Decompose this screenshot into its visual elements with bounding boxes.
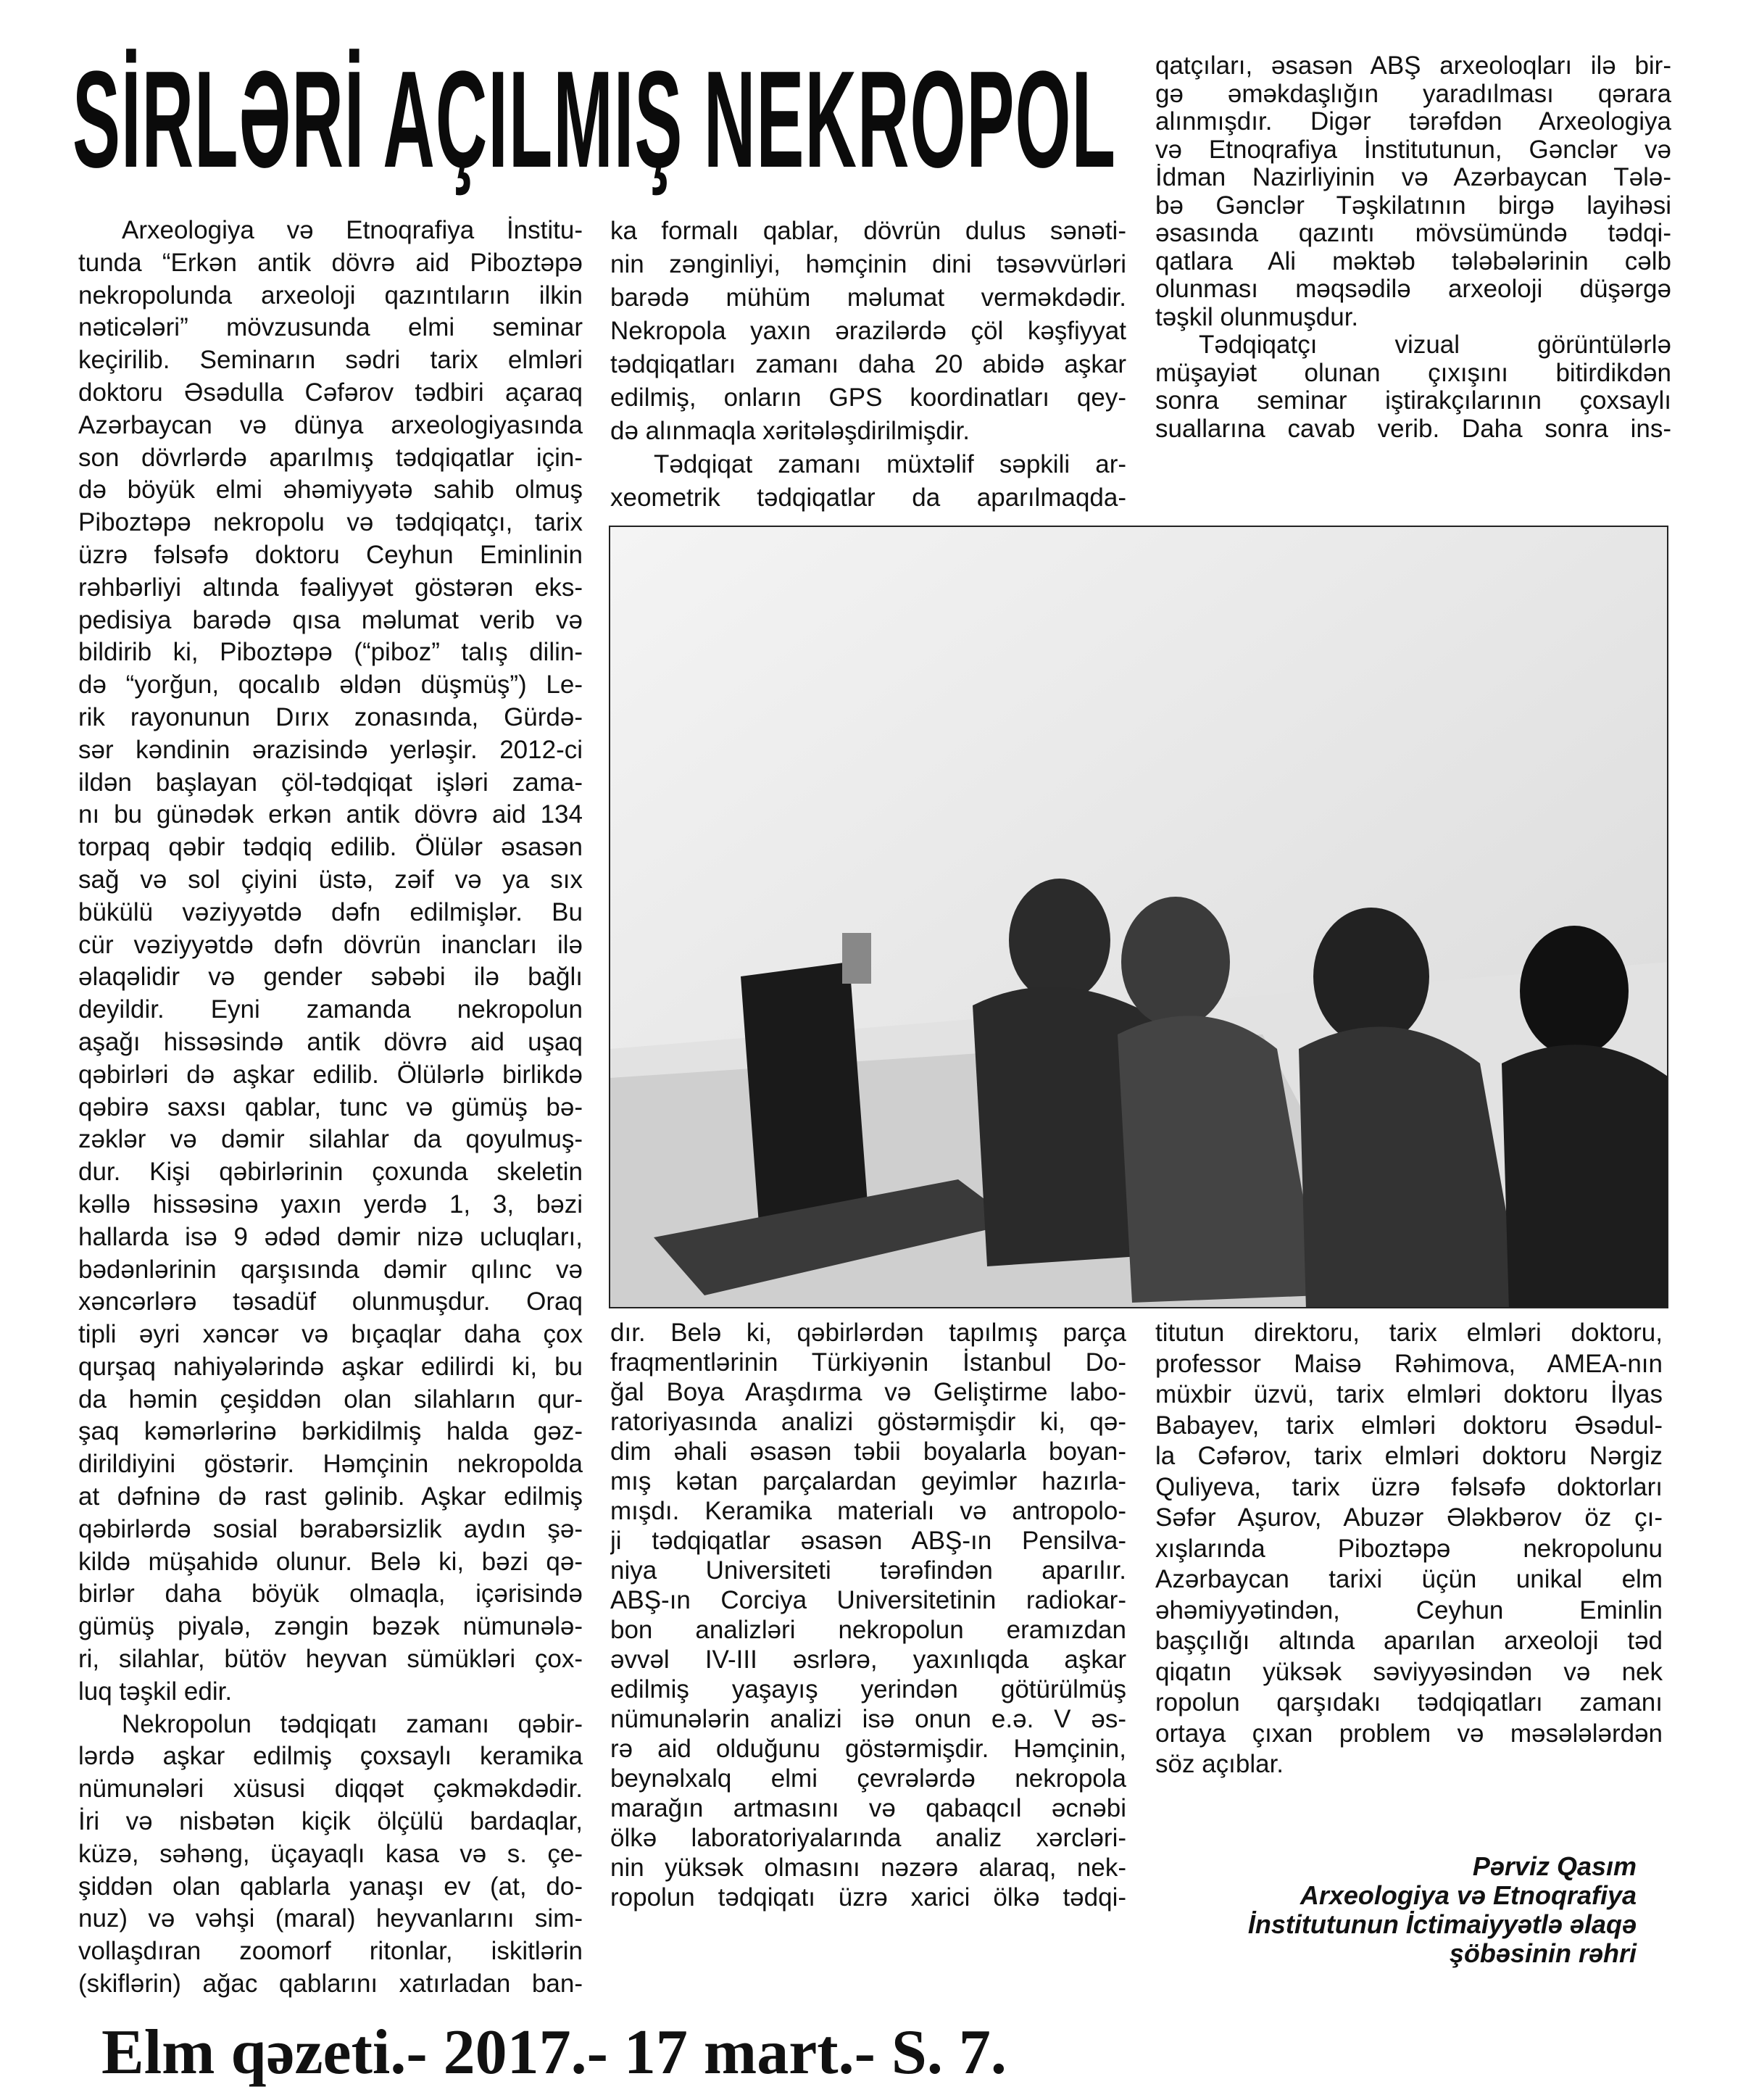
text-line: edilmiş yaşayış yerindən götürülmüş [610, 1675, 1126, 1703]
text-line: bildirib ki, Piboztəpə (“piboz” talış dilin- [78, 638, 583, 667]
text-line: gümüş piyalə, zəngin bəzək nümunələ- [78, 1612, 583, 1641]
text-line: luq təşkil edir. [78, 1677, 233, 1706]
text-line: ildən başlayan çöl-tədqiqat işləri zama- [78, 768, 583, 797]
text-line: sonra seminar iştirakçılarının çoxsaylı [1155, 387, 1671, 415]
text-line: zəklər və dəmir silahlar da qoyulmuş- [78, 1125, 583, 1154]
headline: SİRLƏRİ AÇILMIŞ NEKROPOL [72, 43, 1116, 196]
text-line: fraqmentlərinin Türkiyənin İstanbul Do- [610, 1348, 1126, 1377]
text-line: Azərbaycan və dünya arxeologiyasında [78, 410, 583, 439]
text-line: qəbirlərdə sosial bərabərsizlik aydın şə- [78, 1514, 583, 1543]
text-line: xeometrik tədqiqatlar da aparılmaqda- [610, 484, 1126, 512]
text-line: nümunələrin analizi isə onun e.ə. V əs- [610, 1705, 1126, 1733]
text-line: nı bu günədək erkən antik dövrə aid 134 [78, 800, 583, 829]
text-line: sər kəndinin ərazisində yerləşir. 2012-ci [78, 735, 583, 764]
author-name: Pərviz Qasım [1472, 1851, 1637, 1881]
article-column-2-bottom [610, 1318, 1126, 1912]
text-line: bükülü vəziyyətdə dəfn edilmişlər. Bu [78, 897, 583, 926]
text-line: əsasında qazıntı mövsümündə tədqi- [1155, 220, 1671, 247]
text-line: pedisiya barədə qısa məlumat verib və [78, 605, 583, 634]
text-line: rik rayonunun Dırıx zonasında, Gürdə- [78, 702, 583, 731]
text-line: doktoru Əsədulla Cəfərov tədbiri açaraq [78, 378, 583, 407]
source-citation: Elm qəzeti.- 2017.- 17 mart.- S. 7. [101, 2017, 1007, 2088]
text-line: ğal Boya Araşdırma və Geliştirme labo- [610, 1378, 1126, 1406]
text-line: ji tədqiqatlar əsasən ABŞ-ın Pensilva- [610, 1527, 1126, 1555]
text-line: tipli əyri xəncər və bıçaqlar daha çox [78, 1320, 583, 1349]
text-line: keçirilib. Seminarın sədri tarix elmləri [78, 346, 583, 375]
text-line: aşağı hissəsində antik dövrə aid uşaq [78, 1027, 583, 1056]
text-line: ratoriyasında analizi göstərmişdir ki, qə- [610, 1408, 1126, 1436]
article-column-1 [78, 215, 583, 2001]
text-line: kəllə hissəsinə yaxın yerdə 1, 3, bəzi [78, 1190, 583, 1219]
text-line: söz açıblar. [1155, 1750, 1284, 1778]
text-line: (skiflərin) ağac qablarını xatırladan ban- [78, 1970, 583, 1999]
text-line: əhəmiyyətindən, Ceyhun Eminlin [1155, 1595, 1663, 1624]
text-line: nin yüksək olmasını nəzərə alaraq, nek- [610, 1854, 1126, 1882]
text-line: ropolun qarşıdakı tədqiqatları zamanı [1155, 1688, 1663, 1717]
text-line: rə aid olduğunu göstərmişdir. Həmçinin, [610, 1735, 1126, 1763]
author-signature [1248, 1852, 1637, 1968]
text-line: bə Gənclər Təşkilatının birgə layihəsi [1155, 191, 1671, 220]
text-line: marağın artmasını və qabaqcıl əcnəbi [610, 1794, 1126, 1822]
text-line: mış kətan parçalardan geyimlər hazırla- [610, 1467, 1126, 1495]
text-line: qiqatın yüksək səviyyəsindən və nek [1155, 1657, 1663, 1686]
author-title-line-3: İnstitutunun İctimaiyyətlə əlaqə [1247, 1909, 1637, 1939]
seminar-photo [609, 526, 1668, 1308]
text-line: küzə, səhəng, üçayaqlı kasa və s. çe- [78, 1839, 583, 1868]
text-line: şiddən olan qablarla yanaşı ev (at, do- [78, 1872, 583, 1901]
text-line: müxbir üzvü, tarix elmləri doktoru İlyas [1155, 1380, 1663, 1408]
text-line: Tədqiqat zamanı müxtəlif səpkili ar- [654, 450, 1126, 478]
text-line: ka formalı qablar, dövrün dulus sənəti- [610, 217, 1126, 245]
text-line: bədənlərinin qarşısında dəmir qılınc və [78, 1255, 583, 1284]
text-line: beynəlxalq elmi çevrələrdə nekropola [610, 1764, 1126, 1793]
text-line: titutun direktoru, tarix elmləri doktoru, [1155, 1319, 1663, 1347]
text-line: də “yorğun, qocalıb əldən düşmüş”) Le- [78, 671, 583, 700]
text-line: at dəfninə də rast gəlinib. Aşkar edilmiş [78, 1482, 583, 1511]
text-line: mışdı. Keramika materialı və antropolo- [610, 1497, 1126, 1525]
text-line: sağ və sol çiyini üstə, zəif və ya sıx [78, 865, 583, 894]
text-line: təşkil olunmuşdur. [1155, 303, 1359, 331]
text-line: alınmışdır. Digər tərəfdən Arxeologiya [1155, 108, 1671, 136]
person-4-head [1520, 926, 1629, 1056]
article-column-3-top [1155, 52, 1671, 443]
author-title-line-2: Arxeologiya və Etnoqrafiya [1300, 1880, 1637, 1910]
text-line: tunda “Erkən antik dövrə aid Piboztəpə [78, 248, 583, 277]
text-line: suallarına cavab verib. Daha sonra ins- [1155, 415, 1671, 443]
text-line: hallarda isə 9 ədəd dəmir nizə ucluqları, [78, 1222, 583, 1251]
person-1-head [1009, 879, 1110, 1002]
text-line: Nekropolun tədqiqatı zamanı qəbir- [122, 1709, 583, 1738]
text-line: əlaqəlidir və gender səbəbi ilə bağlı [78, 963, 583, 992]
text-line: Tədqiqatçı vizual görüntülərlə [1199, 331, 1671, 359]
text-line: qəbirləri də aşkar edilib. Ölülərlə birlikdə [78, 1060, 583, 1089]
text-line: Babayev, tarix elmləri doktoru Əsədul- [1155, 1411, 1663, 1440]
text-line: Piboztəpə nekropolu və tədqiqatçı, tarix [78, 508, 583, 537]
text-line: dur. Kişi qəbirlərinin çoxunda skeletin [78, 1158, 583, 1187]
seminar-photo-image [610, 527, 1668, 1308]
text-line: Nekropola yaxın ərazilərdə çöl kəşfiyyat [610, 317, 1126, 345]
text-line: xəncərlərə təsadüf olunmuşdur. Oraq [78, 1287, 583, 1316]
text-line: xışlarında Piboztəpə nekropolunu [1155, 1534, 1663, 1563]
text-line: Səfər Aşurov, Abuzər Ələkbərov öz çı- [1155, 1503, 1663, 1532]
text-line: ropolun tədqiqatı üzrə xarici ölkə tədqi- [610, 1883, 1126, 1912]
person-2-head [1121, 897, 1230, 1027]
headline-wrap [72, 43, 1123, 196]
text-line: nin zənginliyi, həmçinin dini təsəvvürləri [610, 250, 1126, 278]
text-line: tədqiqatları zamanı daha 20 abidə aşkar [610, 350, 1126, 378]
text-line: dır. Belə ki, qəbirlərdən tapılmış parça [610, 1319, 1126, 1347]
text-line: İri və nisbətən kiçik ölçülü bardaqlar, [78, 1807, 583, 1836]
person-3-head [1313, 908, 1429, 1045]
text-line: birlər daha böyük olmaqla, içərisində [78, 1580, 583, 1609]
text-line: da həmin çeşiddən olan silahların qur- [78, 1385, 583, 1414]
text-line: ortaya çıxan problem və məsələlərdən [1155, 1719, 1663, 1748]
text-line: Azərbaycan tarixi üçün unikal elm [1155, 1565, 1663, 1593]
text-line: ri, silahlar, bütöv heyvan sümükləri çox- [78, 1645, 583, 1674]
text-line: dirildiyini göstərir. Həmçinin nekropolda [78, 1450, 583, 1479]
text-line: də alınmaqla xəritələşdirilmişdir. [610, 417, 970, 445]
text-line: bon analizləri nekropolun eramızdan [610, 1616, 1126, 1644]
text-line: əvvəl IV-III əsrlərə, yaxınlıqda aşkar [610, 1645, 1126, 1674]
text-line: la Cəfərov, tarix elmləri doktoru Nərgiz [1155, 1442, 1663, 1470]
text-line: də böyük elmi əhəmiyyətə sahib olmuş [78, 476, 583, 505]
text-line: olunması məqsədilə arxeoloji düşərgə [1155, 275, 1671, 303]
text-line: kildə müşahidə olunur. Belə ki, bəzi qə- [78, 1547, 583, 1576]
text-line: qatlara Ali məktəb tələbələrinin cəlb [1155, 247, 1671, 275]
text-line: və Etnoqrafiya İnstitutunun, Gənclər və [1155, 136, 1671, 164]
text-line: ölkə laboratoriyalarında analiz xərcləri- [610, 1824, 1126, 1852]
text-line: torpaq qəbir tədqiq edilib. Ölülər əsasən [78, 833, 583, 862]
text-line: Quliyeva, tarix üzrə fəlsəfə doktorları [1155, 1472, 1663, 1501]
text-line: gə əməkdaşlığın yaradılması qərara [1155, 80, 1671, 108]
text-line: deyildir. Eyni zamanda nekropolun [78, 995, 583, 1024]
article-column-2-top [610, 215, 1126, 515]
text-line: üzrə fəlsəfə doktoru Ceyhun Eminlinin [78, 540, 583, 569]
pen-cup [842, 933, 871, 984]
text-line: şaq kəmərlərinə bərkidilmiş halda gəz- [78, 1417, 583, 1446]
text-line: nümunələri xüsusi diqqət çəkməkdədir. [78, 1775, 583, 1804]
text-line: qatçıları, əsasən ABŞ arxeoloqları ilə bir- [1155, 52, 1671, 80]
author-title-line-4: şöbəsinin rəhri [1449, 1938, 1637, 1968]
person-4-body [1502, 1045, 1668, 1308]
text-line: dim əhali əsasən təbii boyalarla boyan- [610, 1437, 1126, 1466]
text-line: rəhbərliyi altında fəaliyyət göstərən eks- [78, 573, 583, 602]
text-line: müşayiət olunan çıxışını bitirdikdən [1155, 359, 1671, 387]
text-line: lərdə aşkar edilmiş çoxsaylı keramika [78, 1742, 583, 1771]
text-line: son dövrlərdə aparılmış tədqiqatlar için- [78, 443, 583, 472]
text-line: professor Maisə Rəhimova, AMEA-nın [1155, 1349, 1663, 1378]
text-line: nuz) və vəhşi (maral) heyvanlarını sim- [78, 1904, 583, 1933]
text-line: İdman Nazirliyinin və Azərbaycan Tələ- [1155, 164, 1671, 191]
article-column-3-bottom [1155, 1318, 1663, 1780]
text-line: Arxeologiya və Etnoqrafiya İnstitu- [122, 216, 583, 244]
text-line: qəbirə saxsı qablar, tunc və gümüş bə- [78, 1092, 583, 1121]
text-line: ABŞ-ın Corciya Universitetinin radiokar- [610, 1586, 1126, 1614]
text-line: qurşaq nahiyələrində aşkar edilirdi ki, bu [78, 1352, 583, 1381]
text-line: vollaşdıran zoomorf ritonlar, iskitlərin [78, 1937, 583, 1966]
text-line: niya Universiteti tərəfindən aparılır. [610, 1556, 1126, 1585]
text-line: nekropolunda arxeoloji qazıntıların ilkin [78, 281, 583, 310]
text-line: nəticələri” mövzusunda elmi seminar [78, 313, 583, 342]
text-line: edilmiş, onların GPS koordinatları qey- [610, 383, 1126, 412]
text-line: barədə mühüm məlumat verməkdədir. [610, 283, 1126, 312]
text-line: cür vəziyyətdə dəfn dövrün inancları ilə [78, 930, 583, 959]
text-line: başçılığı altında aparılan arxeoloji təd [1155, 1627, 1663, 1655]
